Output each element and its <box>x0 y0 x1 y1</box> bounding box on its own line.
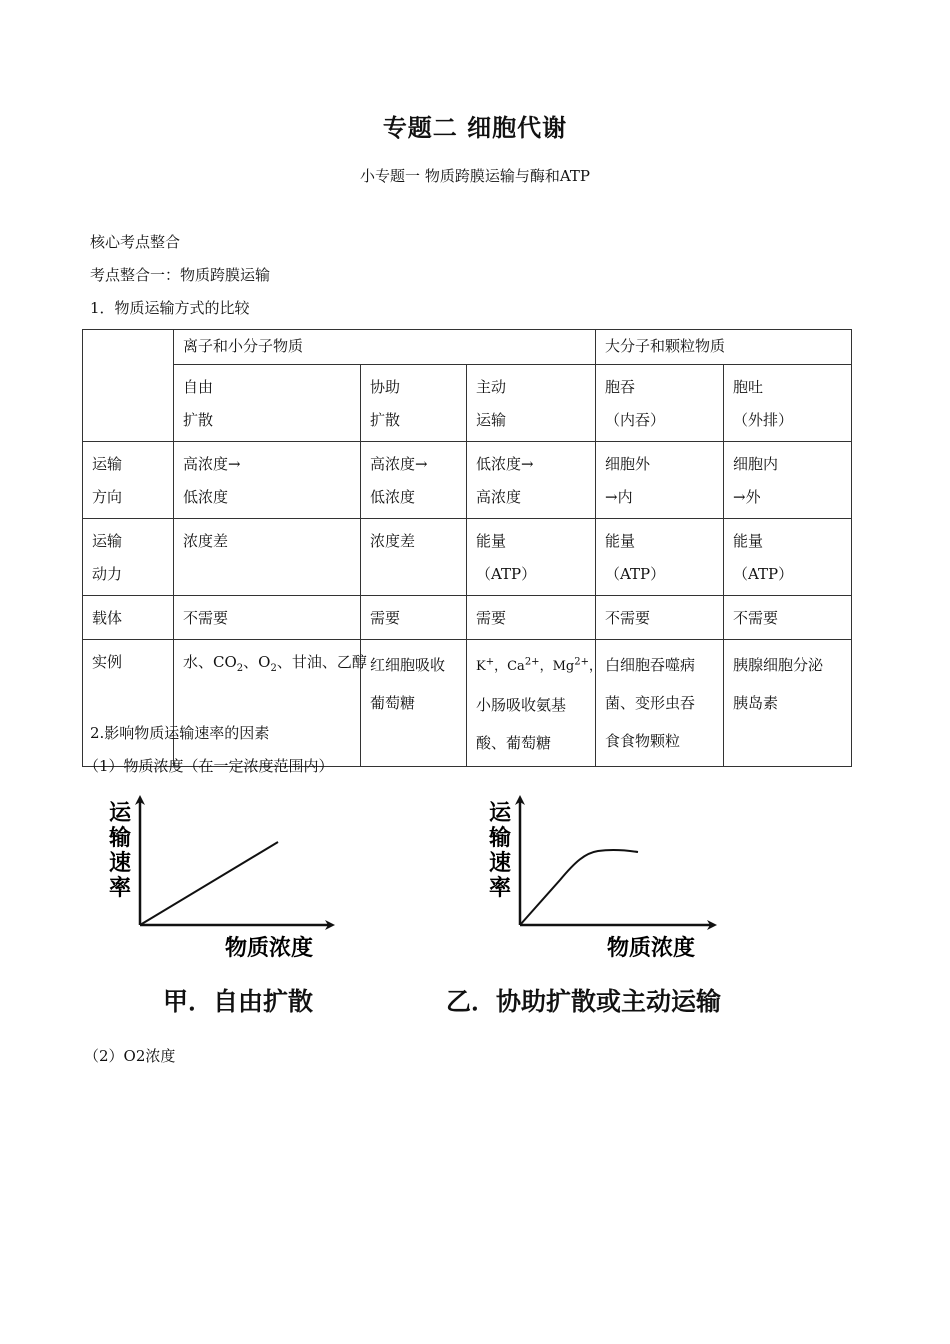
table-cell: 高浓度→ 低浓度 <box>361 442 467 519</box>
y-label-char: 运 <box>109 801 132 826</box>
table-cell: K+，$Ca^{2+}$，$Mg^{2+}$， 小肠吸收氨基 酸、葡萄糖 <box>467 640 596 767</box>
item-heading-1: 1．物质运输方式的比较 <box>90 299 250 317</box>
caption-carrier-transport: 乙．协助扩散或主动运输 <box>446 987 722 1016</box>
type-free-diffusion: 自由 扩散 <box>174 365 361 442</box>
y-label-char: 运 <box>489 801 512 826</box>
table-cell: 能量 （ATP） <box>467 519 596 596</box>
page-subtitle: 小专题一 物质跨膜运输与酶和ATP <box>360 167 590 185</box>
table-cell: 低浓度→ 高浓度 <box>467 442 596 519</box>
table-cell: 浓度差 <box>361 519 467 596</box>
type-exocytosis: 胞吐 （外排） <box>724 365 852 442</box>
table-cell: 需要 <box>361 596 467 640</box>
table-corner-cell <box>83 330 174 442</box>
section-subheading: 考点整合一：物质跨膜运输 <box>90 266 271 284</box>
y-label-char: 率 <box>109 876 132 901</box>
rate-curve-saturating <box>520 850 638 925</box>
table-header-row <box>83 330 852 365</box>
table-row-carrier <box>83 596 852 640</box>
group-large-molecules: 大分子和颗粒物质 <box>596 330 852 365</box>
row-label: 载体 <box>83 596 174 640</box>
row-label: 实例 <box>83 640 174 767</box>
transport-comparison-table <box>82 329 852 767</box>
table-cell: 能量 （ATP） <box>724 519 852 596</box>
x-label: 物质浓度 <box>607 936 696 961</box>
y-label-char: 速 <box>489 851 512 876</box>
y-label-char: 率 <box>489 876 512 901</box>
chart-free-diffusion <box>100 790 340 970</box>
table-cell: 水、$CO_2$、$O_2$、甘油、乙醇 <box>174 640 361 767</box>
table-row-power <box>83 519 852 596</box>
table-cell: 浓度差 <box>174 519 361 596</box>
table-cell: 胰腺细胞分泌 胰岛素 <box>724 640 852 767</box>
chart-carrier-transport <box>480 790 720 970</box>
table-cell: 白细胞吞噬病 菌、变形虫吞 食食物颗粒 <box>596 640 724 767</box>
y-label-char: 速 <box>109 851 132 876</box>
table-cell: 需要 <box>467 596 596 640</box>
group-small-molecules: 离子和小分子物质 <box>174 330 596 365</box>
rate-curve-linear <box>140 842 278 925</box>
x-label: 物质浓度 <box>225 936 314 961</box>
row-label: 运输 方向 <box>83 442 174 519</box>
table-row-example <box>83 640 852 767</box>
type-facilitated-diffusion: 协助 扩散 <box>361 365 467 442</box>
table-cell: 不需要 <box>596 596 724 640</box>
table-row-direction <box>83 442 852 519</box>
type-endocytosis: 胞吞 （内吞） <box>596 365 724 442</box>
type-active-transport: 主动 运输 <box>467 365 596 442</box>
item-heading-2: 2.影响物质运输速率的因素 <box>90 724 270 742</box>
table-cell: 红细胞吸收 葡萄糖 <box>361 640 467 767</box>
caption-free-diffusion: 甲．自由扩散 <box>163 987 314 1016</box>
table-cell: 高浓度→ 低浓度 <box>174 442 361 519</box>
table-cell: 不需要 <box>174 596 361 640</box>
row-label: 运输 动力 <box>83 519 174 596</box>
table-cell: 细胞内 →外 <box>724 442 852 519</box>
table-cell: 不需要 <box>724 596 852 640</box>
item-heading-2-2: （2）O2浓度 <box>84 1047 176 1065</box>
table-cell: 细胞外 →内 <box>596 442 724 519</box>
y-label-char: 输 <box>109 826 132 851</box>
section-heading: 核心考点整合 <box>90 233 181 251</box>
item-heading-2-1: （1）物质浓度（在一定浓度范围内） <box>84 757 334 775</box>
y-label-char: 输 <box>489 826 512 851</box>
table-cell: 能量 （ATP） <box>596 519 724 596</box>
table-type-row <box>83 365 852 442</box>
page-title: 专题二 细胞代谢 <box>382 114 568 142</box>
